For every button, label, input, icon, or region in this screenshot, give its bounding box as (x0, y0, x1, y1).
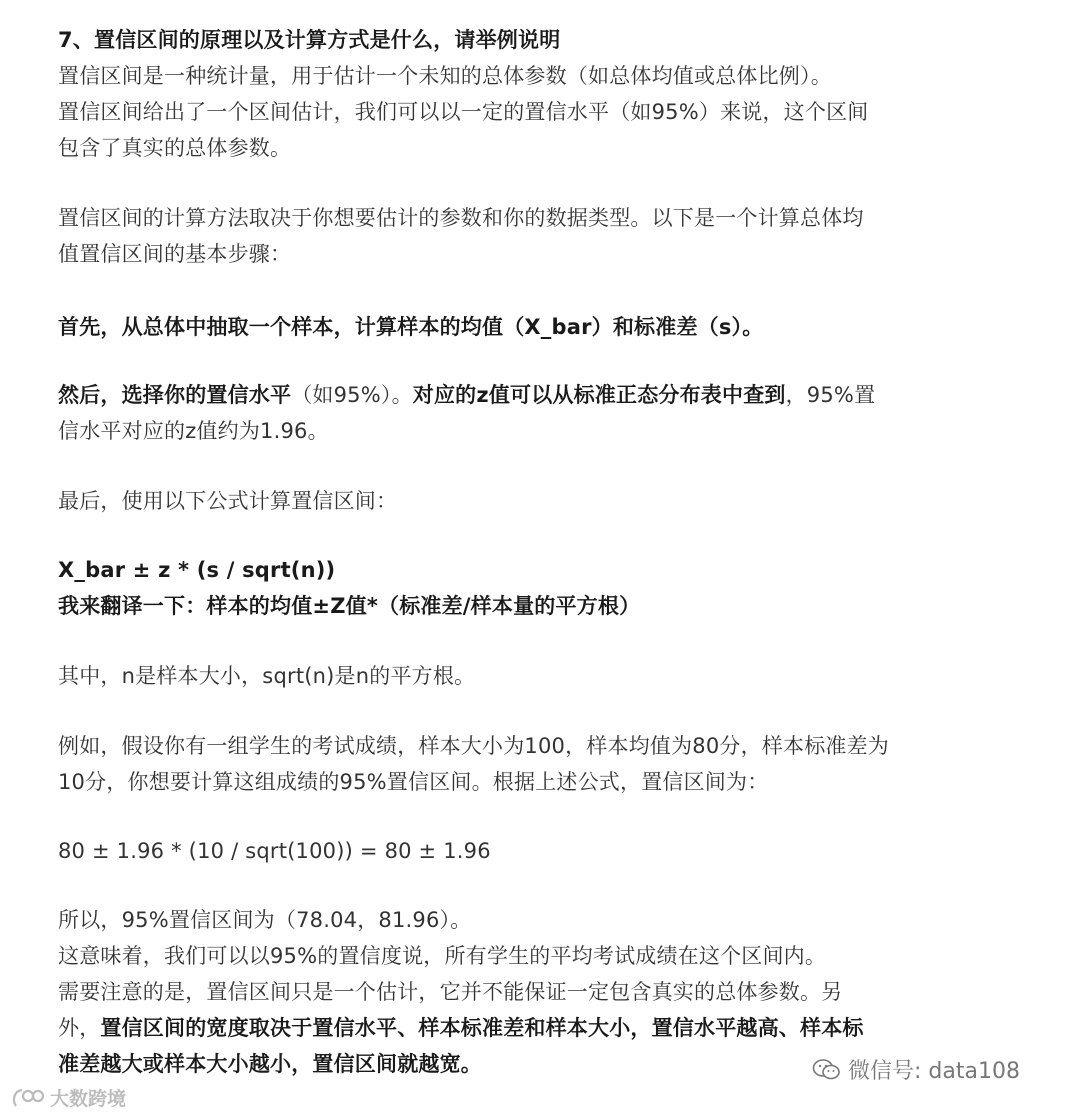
example-line: 10分，你想要计算这组成绩的95%置信区间。根据上述公式，置信区间为： (58, 770, 769, 794)
note-bold: 置信区间的宽度取决于置信水平、样本标准差和样本大小，置信水平越高、样本标 (100, 1016, 864, 1040)
paragraph-line: 置信区间的计算方法取决于你想要估计的参数和你的数据类型。以下是一个计算总体均 (58, 206, 864, 230)
paragraph-line: 信水平对应的z值约为1.96。 (58, 419, 329, 443)
logo-icon (10, 1086, 44, 1110)
paragraph-line: 其中，n是样本大小，sqrt(n)是n的平方根。 (58, 664, 476, 688)
formula: X_bar ± z * (s / sqrt(n)) (58, 558, 336, 582)
note-line (58, 1010, 864, 1046)
paragraph-line: 置信区间是一种统计量，用于估计一个未知的总体参数（如总体均值或总体比例）。 (58, 64, 832, 88)
wechat-id: 微信号: data108 (848, 1059, 1020, 1084)
paragraph-line: 值置信区间的基本步骤： (58, 242, 292, 266)
paragraph-line: 置信区间给出了一个区间估计，我们可以以一定的置信水平（如95%）来说，这个区间 (58, 100, 869, 124)
formula-translation: 我来翻译一下：样本的均值±Z值*（标准差/样本量的平方根） (58, 594, 641, 618)
step-second-normal: （如95%）。 (291, 383, 413, 407)
note-line-bold: 准差越大或样本大小越小，置信区间就越宽。 (58, 1052, 482, 1076)
note-normal: 外， (58, 1016, 101, 1040)
wechat-watermark (812, 1054, 1020, 1085)
site-watermark (10, 1084, 126, 1111)
result-line: 所以，95%置信区间为（78.04，81.96）。 (58, 908, 472, 932)
step-second (58, 377, 875, 413)
example-line: 例如，假设你有一组学生的考试成绩，样本大小为100，样本均值为80分，样本标准差为 (58, 734, 890, 758)
step-first: 首先，从总体中抽取一个样本，计算样本的均值（X_bar）和标准差（s）。 (58, 315, 764, 339)
site-name: 大数跨境 (50, 1088, 127, 1110)
paragraph-line: 包含了真实的总体参数。 (58, 136, 292, 160)
note-line: 需要注意的是，置信区间只是一个估计，它并不能保证一定包含真实的总体参数。另 (58, 980, 843, 1004)
step-last: 最后，使用以下公式计算置信区间： (58, 489, 398, 513)
step-second-bold: 然后，选择你的置信水平 (58, 383, 292, 407)
meaning-line: 这意味着，我们可以以95%的置信度说，所有学生的平均考试成绩在这个区间内。 (58, 944, 827, 968)
step-second-normal-2: ，95%置 (785, 383, 876, 407)
section-heading: 7、置信区间的原理以及计算方式是什么，请举例说明 (58, 28, 561, 52)
calculation: 80 ± 1.96 * (10 / sqrt(100)) = 80 ± 1.96 (58, 839, 491, 863)
wechat-icon (812, 1057, 842, 1083)
step-second-bold-2: 对应的z值可以从标准正态分布表中查到 (412, 383, 786, 407)
